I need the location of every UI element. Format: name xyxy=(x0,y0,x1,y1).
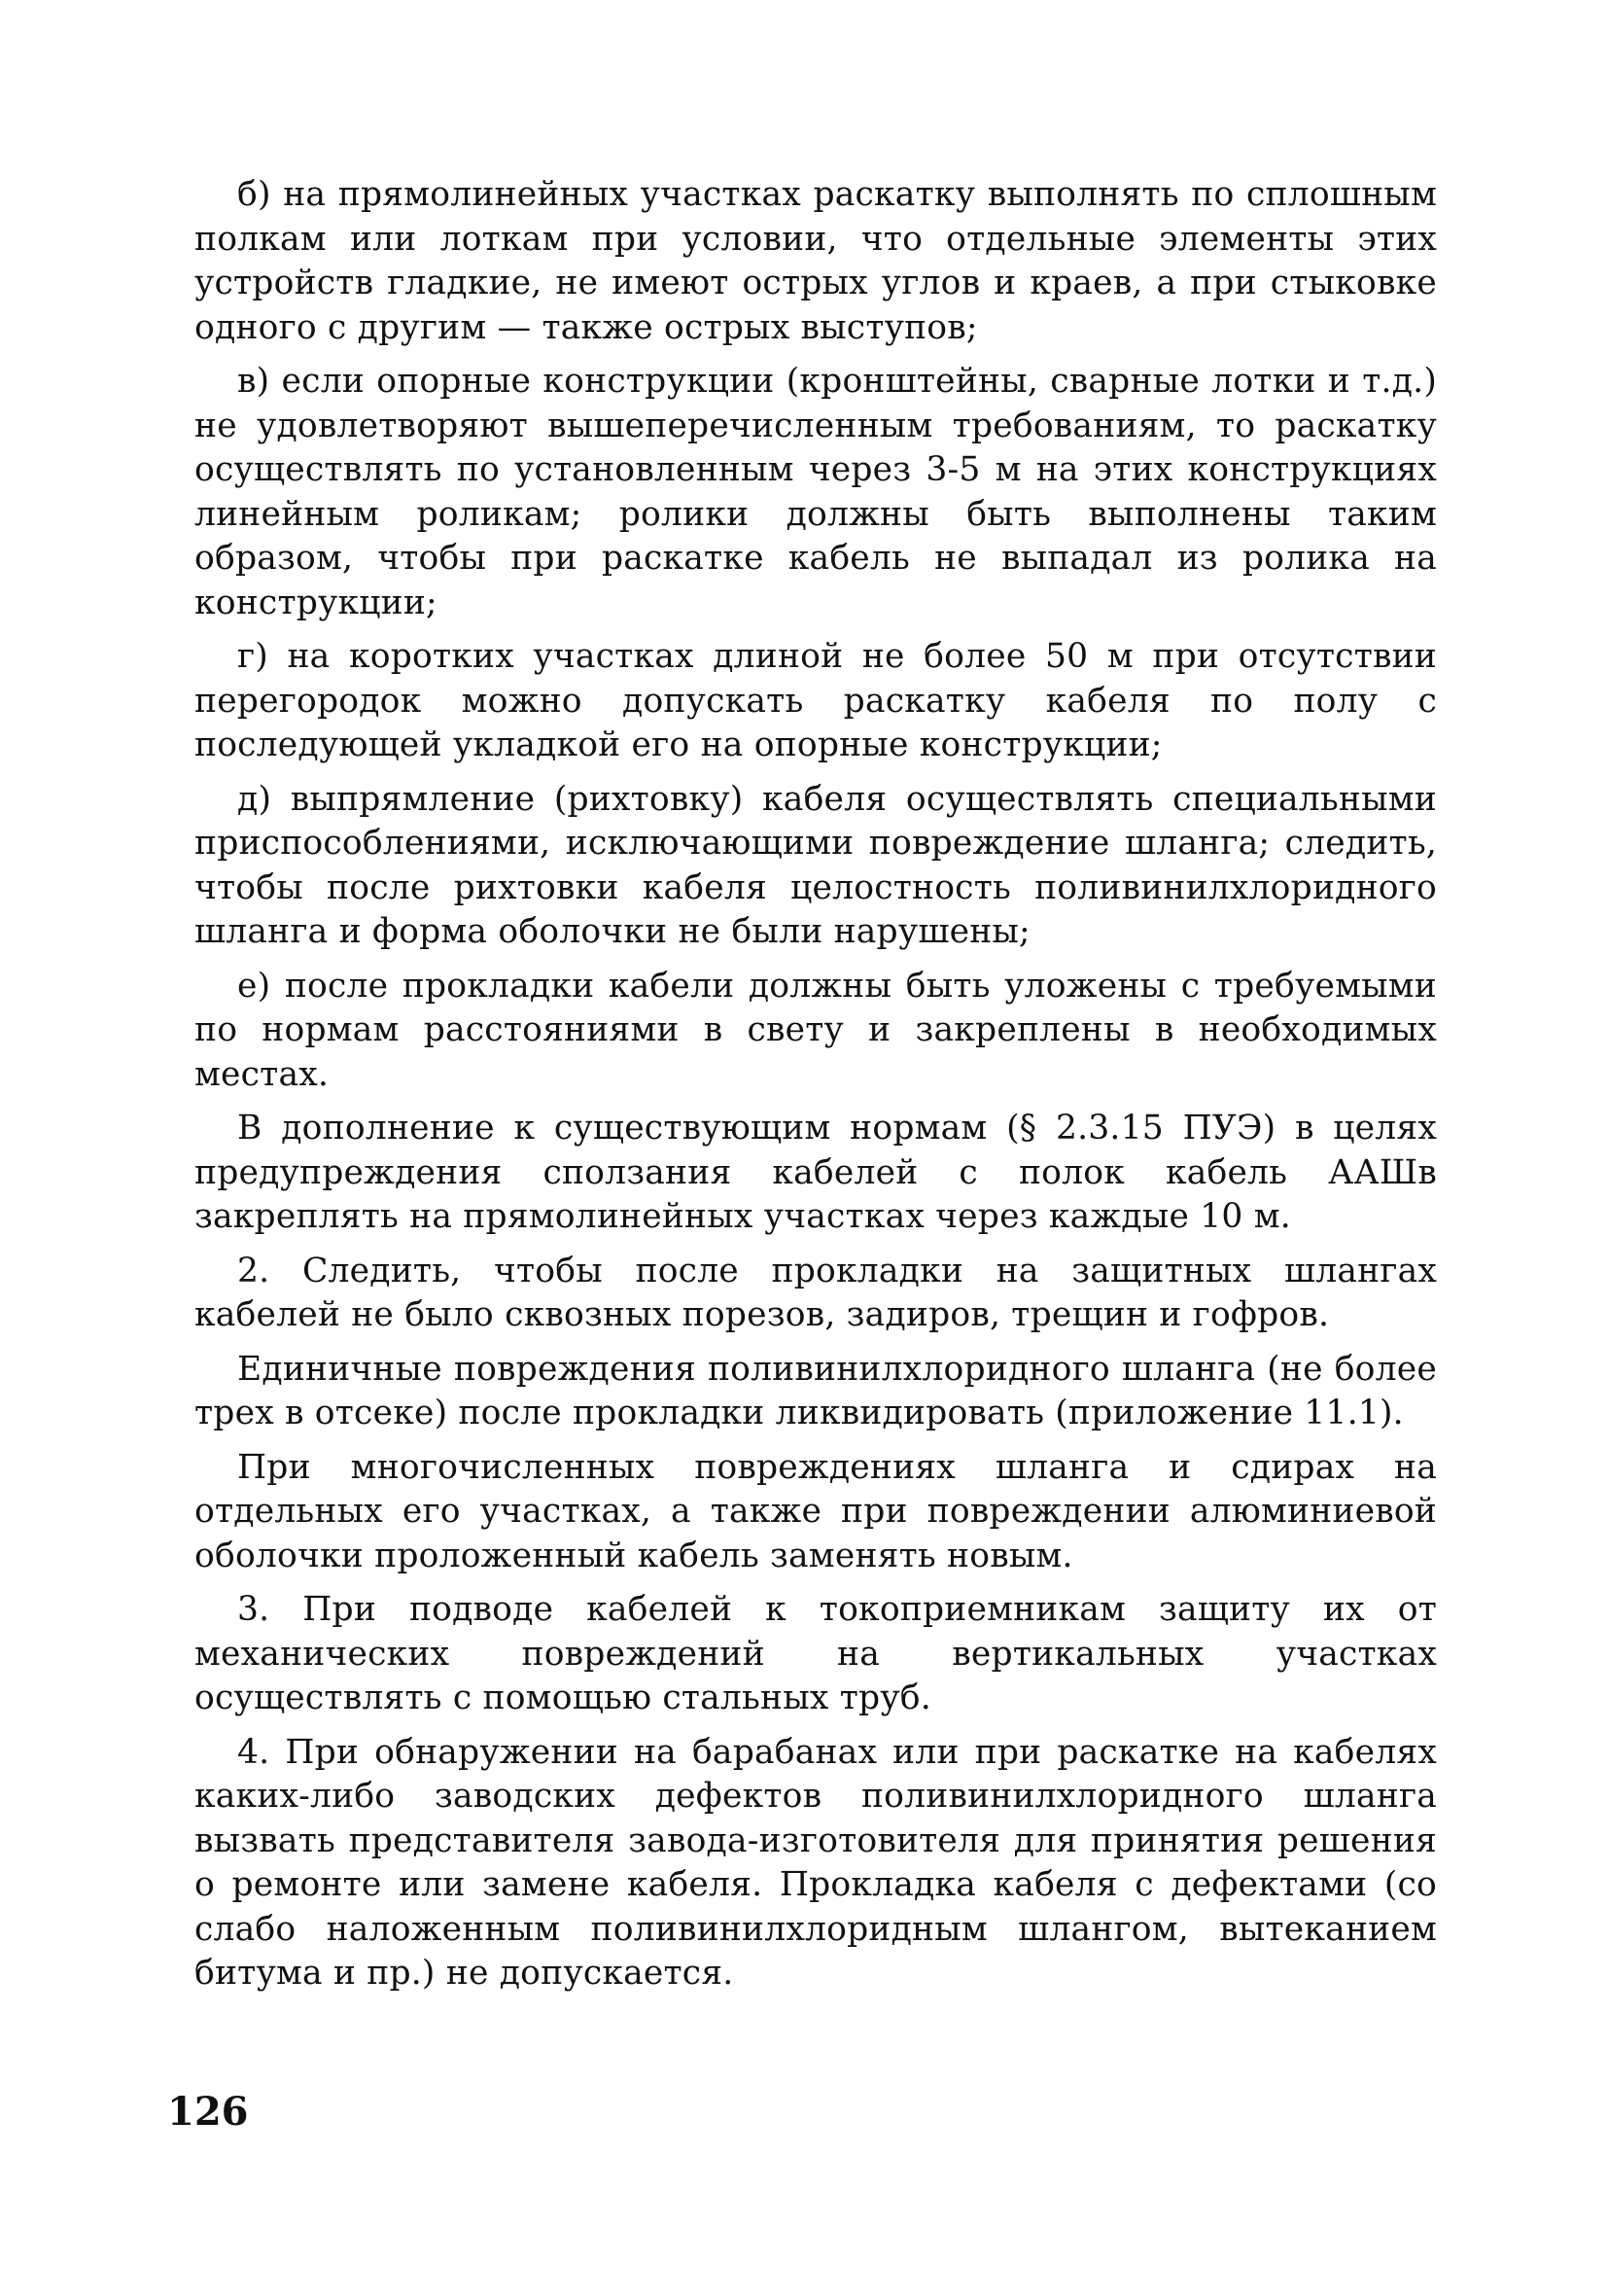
paragraph-addendum: В дополнение к существующим нормам (§ 2.3.15 ПУЭ) в целях предупреждения сползания кабелей с полок кабель ААШв закреплять на прямолинейных участках через каждые 10 м. xyxy=(194,1109,1437,1236)
paragraph-item-e: е) после прокладки кабели должны быть уложены с требуемыми по нормам расстояниями в свету и закреплены в необходимых местах. xyxy=(194,966,1437,1094)
paragraph-multiple-damage: При многочисленных повреждениях шланга и сдирах на отдельных его участках, а также при повреждении алюминиевой оболочки проложенный кабель заменять новым. xyxy=(194,1447,1437,1575)
page-number: 126 xyxy=(167,2089,249,2135)
paragraph-single-damage: Единичные повреждения поливинилхлоридного шланга (не более трех в отсеке) после прокладки ликвидировать (приложение 11.1). xyxy=(194,1349,1437,1432)
paragraph-item-b: б) на прямолинейных участках раскатку выполнять по сплошным полкам или лоткам при условии, что отдельные элементы этих устройств гладкие, не имеют острых углов и краев, а при стыковке одного с другим — также острых выступов; xyxy=(194,175,1437,347)
paragraph-item-g: г) на коротких участках длиной не более 50 м при отсутствии перегородок можно допускать раскатку кабеля по полу с последующей укладкой его на опорные конструкции; xyxy=(194,637,1437,764)
paragraph-item-v: в) если опорные конструкции (кронштейны, сварные лотки и т.д.) не удовлетворяют вышеперечисленным требованиям, то раскатку осуществлять по установленным через 3-5 м на этих конструкциях линейным роликам; ролики должны быть выполнены таким образом, чтобы при раскатке кабель не выпадал из ролика на конструкции; xyxy=(194,362,1437,622)
body-text xyxy=(194,173,1437,2006)
paragraph-section-3: 3. При подводе кабелей к токоприемникам защиту их от механических повреждений на вертикальных участках осуществлять с помощью стальных труб. xyxy=(194,1590,1437,1717)
paragraph-section-2: 2. Следить, чтобы после прокладки на защитных шлангах кабелей не было сквозных порезов, задиров, трещин и гофров. xyxy=(194,1251,1437,1334)
paragraph-section-4: 4. При обнаружении на барабанах или при раскатке на кабелях каких-либо заводских дефектов поливинилхлоридного шланга вызвать представителя завода-изготовителя для принятия решения о ремонте или замене кабеля. Прокладка кабеля с дефектами (со слабо наложенным поливинилхлоридным шлангом, вытеканием битума и пр.) не допускается. xyxy=(194,1732,1437,1993)
paragraph-item-d: д) выпрямление (рихтовку) кабеля осуществлять специальными приспособлениями, исключающими повреждение шланга; следить, чтобы после рихтовки кабеля целостность поливинилхлоридного шланга и форма оболочки не были нарушены; xyxy=(194,779,1437,951)
